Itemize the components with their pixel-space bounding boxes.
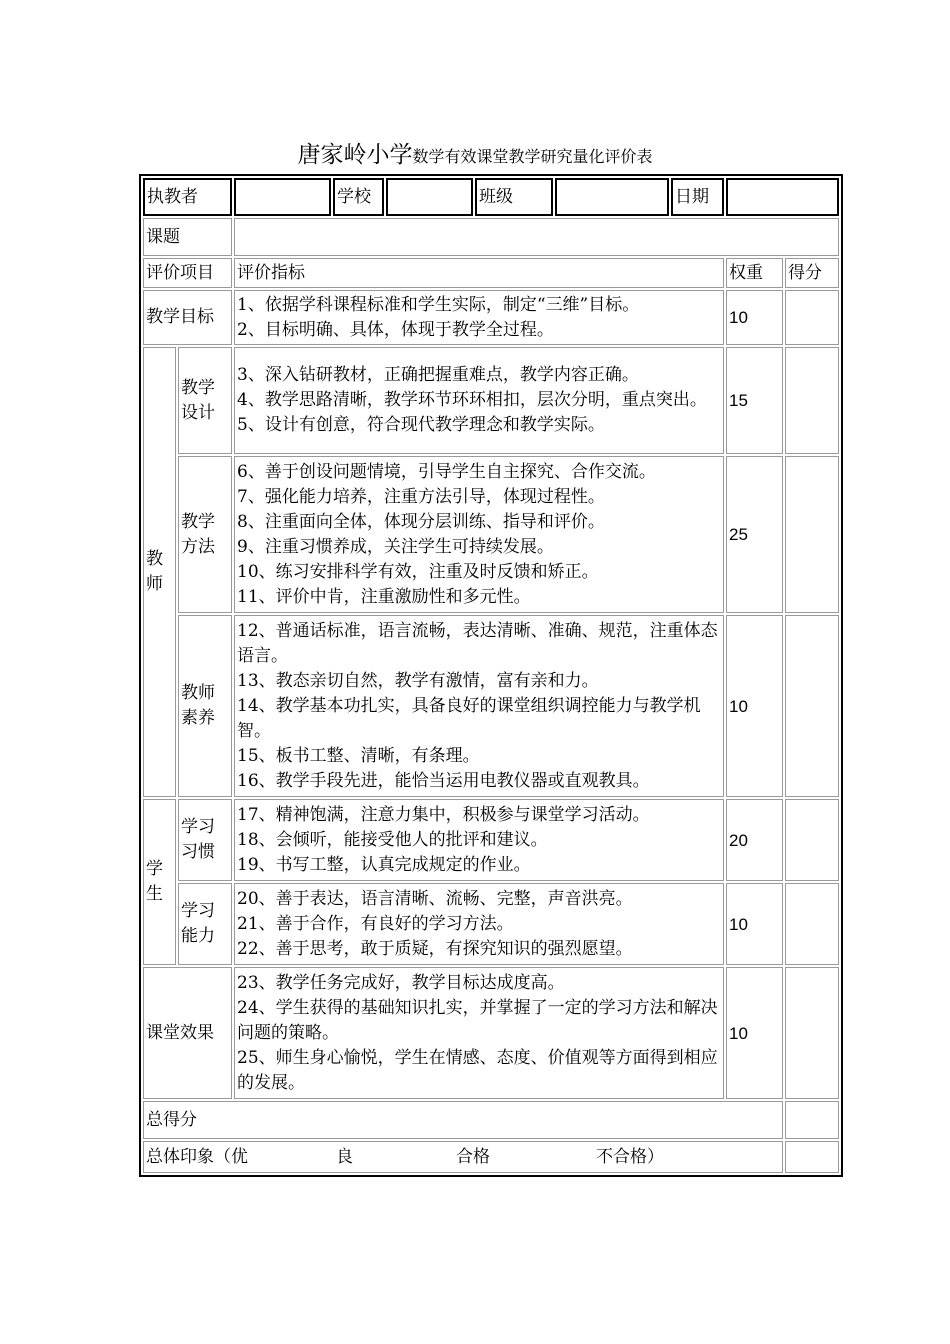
ability-row xyxy=(143,883,839,965)
method-criteria xyxy=(234,456,724,613)
form-name: 数学有效课堂教学研究量化评价表 xyxy=(412,147,653,166)
design-weight: 15 xyxy=(726,347,783,454)
topic-field[interactable] xyxy=(234,218,839,256)
method-score[interactable] xyxy=(785,456,839,613)
design-label: 教学设计 xyxy=(178,347,232,454)
item-header: 评价项目 xyxy=(143,258,232,288)
effect-score[interactable] xyxy=(785,967,839,1099)
impression-options xyxy=(143,1141,783,1173)
habits-criteria xyxy=(234,799,724,881)
design-row xyxy=(143,347,839,454)
criterion-item: 13、教态亲切自然，教学有激情，富有亲和力。 xyxy=(237,670,599,691)
criterion-item: 16、教学手段先进，能恰当运用电教仪器或直观教具。 xyxy=(237,770,650,791)
method-row xyxy=(143,456,839,613)
criterion-item: 2、目标明确、具体，体现于教学全过程。 xyxy=(237,319,554,340)
ability-label: 学习能力 xyxy=(178,883,232,965)
impression-pass: 合格 xyxy=(456,1146,490,1167)
date-field[interactable] xyxy=(726,178,839,216)
topic-row xyxy=(143,218,839,256)
student-group-label: 学生 xyxy=(143,799,176,965)
criteria-header: 评价指标 xyxy=(234,258,724,288)
criterion-item: 11、评价中肯，注重激励性和多元性。 xyxy=(237,586,531,607)
criterion-item: 4、教学思路清晰，教学环节环环相扣，层次分明，重点突出。 xyxy=(237,390,707,410)
score-header: 得分 xyxy=(785,258,839,288)
goals-label: 教学目标 xyxy=(143,290,232,345)
quality-score[interactable] xyxy=(785,615,839,797)
total-label: 总得分 xyxy=(143,1101,783,1139)
form-title xyxy=(0,136,950,169)
criterion-item: 21、善于合作，有良好的学习方法。 xyxy=(237,913,514,934)
class-field[interactable] xyxy=(555,178,669,216)
goals-weight: 10 xyxy=(726,290,783,345)
ability-score[interactable] xyxy=(785,883,839,965)
design-criteria xyxy=(234,347,724,454)
design-score[interactable] xyxy=(785,347,839,454)
criterion-item: 22、善于思考，敢于质疑，有探究知识的强烈愿望。 xyxy=(237,938,633,959)
evaluation-table xyxy=(139,174,843,1177)
quality-weight: 10 xyxy=(726,615,783,797)
ability-weight: 10 xyxy=(726,883,783,965)
impression-fail: 不合格） xyxy=(596,1146,664,1167)
impression-row xyxy=(143,1141,839,1173)
criterion-item: 20、善于表达，语言清晰、流畅、完整，声音洪亮。 xyxy=(237,888,633,909)
criterion-item: 8、注重面向全体，体现分层训练、指导和评价。 xyxy=(237,511,605,532)
impression-field[interactable] xyxy=(785,1141,839,1173)
criterion-item: 17、精神饱满，注意力集中，积极参与课堂学习活动。 xyxy=(237,804,650,825)
quality-row xyxy=(143,615,839,797)
effect-row xyxy=(143,967,839,1099)
effect-weight: 10 xyxy=(726,967,783,1099)
school-name: 唐家岭小学 xyxy=(297,142,413,168)
habits-score[interactable] xyxy=(785,799,839,881)
goals-row xyxy=(143,290,839,345)
criterion-item: 12、普通话标准，语言流畅，表达清晰、准确、规范，注重体态语言。 xyxy=(237,620,718,666)
school-label: 学校 xyxy=(333,178,384,216)
criterion-item: 7、强化能力培养，注重方法引导，体现过程性。 xyxy=(237,486,605,507)
habits-label: 学习习惯 xyxy=(178,799,232,881)
criterion-item: 1、依据学科课程标准和学生实际，制定“三维”目标。 xyxy=(237,294,640,315)
criterion-item: 18、会倾听，能接受他人的批评和建议。 xyxy=(237,829,548,850)
criterion-item: 3、深入钻研教材，正确把握重难点，教学内容正确。 xyxy=(237,365,639,385)
impression-good: 良 xyxy=(336,1146,353,1167)
criterion-item: 25、师生身心愉悦，学生在情感、态度、价值观等方面得到相应的发展。 xyxy=(237,1047,718,1093)
total-score-field[interactable] xyxy=(785,1101,839,1139)
teacher-group-label: 教师 xyxy=(143,347,176,797)
teacher-field[interactable] xyxy=(234,178,331,216)
habits-weight: 20 xyxy=(726,799,783,881)
criterion-item: 9、注重习惯养成，关注学生可持续发展。 xyxy=(237,536,554,557)
criterion-item: 15、板书工整、清晰，有条理。 xyxy=(237,745,480,766)
habits-row xyxy=(143,799,839,881)
quality-label: 教师素养 xyxy=(178,615,232,797)
effect-label: 课堂效果 xyxy=(143,967,232,1099)
method-weight: 25 xyxy=(726,456,783,613)
quality-criteria xyxy=(234,615,724,797)
method-label: 教学方法 xyxy=(178,456,232,613)
impression-prefix: 总体印象（优 xyxy=(146,1146,248,1167)
goals-criteria xyxy=(234,290,724,345)
criterion-item: 6、善于创设问题情境，引导学生自主探究、合作交流。 xyxy=(237,461,656,482)
criterion-item: 19、书写工整，认真完成规定的作业。 xyxy=(237,854,531,875)
criterion-item: 10、练习安排科学有效，注重及时反馈和矫正。 xyxy=(237,561,599,582)
effect-criteria xyxy=(234,967,724,1099)
topic-label: 课题 xyxy=(143,218,232,256)
header-row xyxy=(143,178,839,216)
class-label: 班级 xyxy=(475,178,553,216)
teacher-label: 执教者 xyxy=(143,178,232,216)
weight-header: 权重 xyxy=(726,258,783,288)
criterion-item: 23、教学任务完成好，教学目标达成度高。 xyxy=(237,972,565,993)
column-header-row xyxy=(143,258,839,288)
date-label: 日期 xyxy=(671,178,724,216)
criterion-item: 24、学生获得的基础知识扎实，并掌握了一定的学习方法和解决问题的策略。 xyxy=(237,997,718,1043)
school-field[interactable] xyxy=(386,178,473,216)
ability-criteria xyxy=(234,883,724,965)
total-row xyxy=(143,1101,839,1139)
criterion-item: 5、设计有创意，符合现代教学理念和教学实际。 xyxy=(237,415,605,435)
criterion-item: 14、教学基本功扎实，具备良好的课堂组织调控能力与教学机智。 xyxy=(237,695,701,741)
goals-score[interactable] xyxy=(785,290,839,345)
